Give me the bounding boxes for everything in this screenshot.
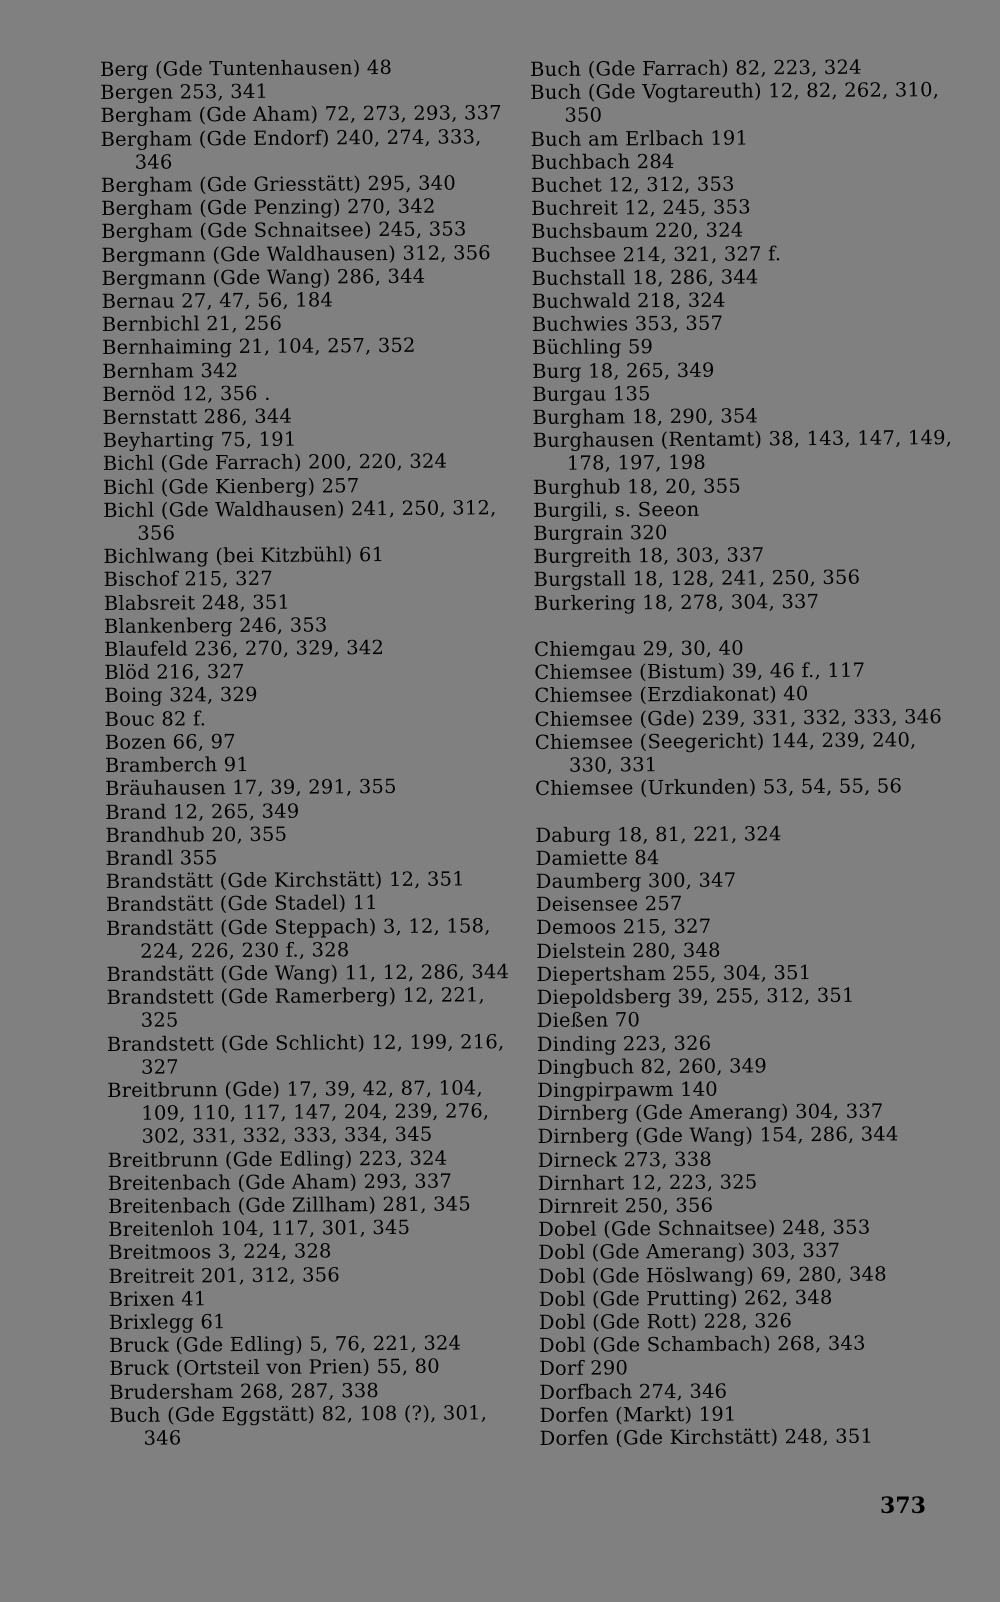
index-entry: Bernau 27, 47, 56, 184 xyxy=(101,288,334,314)
index-entry: Dorfbach 274, 346 xyxy=(539,1379,728,1404)
index-entry: Burghausen (Rentamt) 38, 143, 147, 149, 178, 197, 198 xyxy=(532,426,953,476)
index-entry: Beyharting 75, 191 xyxy=(102,427,297,453)
index-entry: Diepertsham 255, 304, 351 xyxy=(536,960,812,986)
index-entry: Breitenloh 104, 117, 301, 345 xyxy=(108,1216,411,1242)
index-entry: Chiemsee (Seegericht) 144, 239, 240, 330, 331 xyxy=(534,728,917,777)
index-entry: Bruck (Gde Edling) 5, 76, 221, 324 xyxy=(108,1331,462,1358)
index-entry: Buchet 12, 312, 353 xyxy=(530,172,735,198)
index-entry: Buchbach 284 xyxy=(530,149,675,174)
index-entry: Dirneck 273, 338 xyxy=(537,1147,713,1172)
index-entry: Brandstätt (Gde Stadel) 11 xyxy=(105,891,378,917)
index-entry: Burgreith 18, 303, 337 xyxy=(533,543,765,569)
index-entry: Burghub 18, 20, 355 xyxy=(532,474,742,499)
index-entry: Burgstall 18, 128, 241, 250, 356 xyxy=(533,566,861,592)
index-entry: Bergham (Gde Aham) 72, 273, 293, 337 xyxy=(100,101,502,128)
index-entry: Chiemsee (Bistum) 39, 46 f., 117 xyxy=(534,658,866,685)
index-entry: Breitreit 201, 312, 356 xyxy=(108,1262,341,1288)
index-entry: Bichl (Gde Waldhausen) 241, 250, 312, 356 xyxy=(103,496,497,545)
index-entry: Dobl (Gde Schambach) 268, 343 xyxy=(538,1331,866,1358)
index-entry: Dingpirpawm 140 xyxy=(537,1077,718,1102)
index-entry: Dießen 70 xyxy=(536,1008,641,1033)
index-entry: Buchreit 12, 245, 353 xyxy=(530,195,751,221)
index-entry: Breitenbach (Gde Zillham) 281, 345 xyxy=(107,1192,472,1218)
index-entry: Bernham 342 xyxy=(102,358,239,383)
index-entry: Bräuhausen 17, 39, 291, 355 xyxy=(105,775,397,801)
index-entry: Dielstein 280, 348 xyxy=(536,938,721,963)
index-entry: Blankenberg 246, 353 xyxy=(103,613,328,638)
index-entry: Brudersham 268, 287, 338 xyxy=(109,1378,380,1404)
index-entry: Buch (Gde Eggstätt) 82, 108 (?), 301, 346 xyxy=(109,1401,488,1450)
index-entry: Berg (Gde Tuntenhausen) 48 xyxy=(100,55,393,81)
entry-group-d xyxy=(535,821,959,1450)
index-entry: Breitbrunn (Gde Edling) 223, 324 xyxy=(107,1146,448,1172)
index-entry: Bergmann (Gde Wang) 286, 344 xyxy=(101,264,426,290)
index-entry: Buchsbaum 220, 324 xyxy=(531,218,744,244)
index-entry: Bichlwang (bei Kitzbühl) 61 xyxy=(103,543,385,569)
index-entry: Chiemsee (Urkunden) 53, 54, 55, 56 xyxy=(535,774,903,801)
left-column xyxy=(100,55,530,1450)
index-entry: Brandstett (Gde Ramerberg) 12, 221, 325 xyxy=(106,983,485,1033)
index-entry: Daumberg 300, 347 xyxy=(535,868,737,894)
index-entry: Chiemsee (Erzdiakonat) 40 xyxy=(534,682,809,708)
index-entry: Brandhub 20, 355 xyxy=(105,822,288,847)
index-entry: Diepoldsberg 39, 255, 312, 351 xyxy=(536,983,855,1010)
index-entry: Dobl (Gde Höslwang) 69, 280, 348 xyxy=(538,1262,887,1288)
index-entry: Burg 18, 265, 349 xyxy=(532,358,715,383)
index-entry: Dorfen (Gde Kirchstätt) 248, 351 xyxy=(539,1424,874,1450)
index-entry: Bernhaiming 21, 104, 257, 352 xyxy=(101,334,416,360)
index-entry: Bergham (Gde Schnaitsee) 245, 353 xyxy=(101,217,467,244)
index-entry: Buchwald 218, 324 xyxy=(531,288,726,314)
index-entry: Bergmann (Gde Waldhausen) 312, 356 xyxy=(101,240,491,267)
index-entry: Dobl (Gde Prutting) 262, 348 xyxy=(538,1285,833,1311)
index-entry: Bischof 215, 327 xyxy=(103,567,273,592)
index-entry: Bergham (Gde Griesstätt) 295, 340 xyxy=(100,171,456,198)
index-entry: Dingbuch 82, 260, 349 xyxy=(536,1054,768,1079)
index-entry: Damiette 84 xyxy=(535,845,660,870)
index-entry: Dirnberg (Gde Amerang) 304, 337 xyxy=(537,1099,884,1126)
index-entry: Dirnreit 250, 356 xyxy=(537,1193,714,1218)
index-entry: Bergham (Gde Endorf) 240, 274, 333, 346 xyxy=(100,124,482,174)
index-entry: Dobl (Gde Amerang) 303, 337 xyxy=(538,1239,841,1265)
index-entry: Bichl (Gde Farrach) 200, 220, 324 xyxy=(102,450,448,476)
index-entry: Dobel (Gde Schnaitsee) 248, 353 xyxy=(538,1215,871,1242)
index-entry: Blabsreit 248, 351 xyxy=(103,590,291,615)
index-entry: Büchling 59 xyxy=(531,335,654,360)
index-entry: Burgrain 320 xyxy=(533,521,668,546)
index-entry: Brandstätt (Gde Kirchstätt) 12, 351 xyxy=(105,867,465,894)
index-entry: Blaufeld 236, 270, 329, 342 xyxy=(104,636,385,662)
index-entry: Bouc 82 f. xyxy=(104,706,207,731)
index-entry: Buchwies 353, 357 xyxy=(531,311,724,337)
index-entry: Dorf 290 xyxy=(539,1356,629,1381)
index-entry: Brixen 41 xyxy=(108,1287,207,1311)
index-entry: Bergen 253, 341 xyxy=(100,80,269,105)
index-entry: Breitenbach (Gde Aham) 293, 337 xyxy=(107,1169,453,1195)
index-entry: Buch (Gde Farrach) 82, 223, 324 xyxy=(530,55,862,81)
index-entry: Brandstätt (Gde Steppach) 3, 12, 158, 224, 226, 230 f., 328 xyxy=(105,913,491,963)
index-entry: Burkering 18, 278, 304, 337 xyxy=(533,589,820,615)
index-entry: Burgili, s. Seeon xyxy=(533,497,700,522)
index-entry: Bernstatt 286, 344 xyxy=(102,404,293,430)
index-entry: Dirnhart 12, 223, 325 xyxy=(537,1170,758,1195)
page-number: 373 xyxy=(880,1493,926,1519)
index-entry: Buchstall 18, 286, 344 xyxy=(531,265,759,290)
index-entry: Bozen 66, 97 xyxy=(104,729,236,754)
index-entry: Buch am Erlbach 191 xyxy=(530,126,749,151)
index-entry: Breitmoos 3, 224, 328 xyxy=(108,1239,332,1265)
index-entry: Bramberch 91 xyxy=(104,753,250,778)
index-entry: Daburg 18, 81, 221, 324 xyxy=(535,821,782,847)
index-entry: Dobl (Gde Rott) 228, 326 xyxy=(538,1309,793,1334)
right-column xyxy=(530,55,960,1450)
index-entry: Demoos 215, 327 xyxy=(535,915,712,940)
index-entry: Blöd 216, 327 xyxy=(104,660,245,685)
index-entry: Boing 324, 329 xyxy=(104,683,258,708)
index-entry: Burgham 18, 290, 354 xyxy=(532,404,759,430)
entry-group-b xyxy=(530,55,954,615)
index-entry: Chiemgau 29, 30, 40 xyxy=(534,636,744,662)
index-entry: Bergham (Gde Penzing) 270, 342 xyxy=(100,194,436,221)
index-entry: Dinding 223, 326 xyxy=(536,1031,712,1056)
index-entry: Burgau 135 xyxy=(532,382,651,406)
index-entry: Bernbichl 21, 256 xyxy=(101,311,283,337)
index-entry: Deisensee 257 xyxy=(535,892,683,917)
index-entry: Brandstett (Gde Schlicht) 12, 199, 216, 327 xyxy=(106,1029,505,1079)
index-entry: Dirnberg (Gde Wang) 154, 286, 344 xyxy=(537,1122,899,1149)
index-entry: Buch (Gde Vogtareuth) 12, 82, 262, 310, 350 xyxy=(530,78,940,128)
index-entry: Bernöd 12, 356 . xyxy=(102,381,271,406)
group-spacer xyxy=(534,612,954,638)
index-entry: Chiemsee (Gde) 239, 331, 332, 333, 346 xyxy=(534,704,943,731)
index-entry: Buchsee 214, 321, 327 f. xyxy=(531,241,782,267)
index-entry: Brixlegg 61 xyxy=(108,1310,226,1334)
entry-group-ch xyxy=(534,635,955,800)
index-entry: Brand 12, 265, 349 xyxy=(105,799,300,824)
index-entry: Breitbrunn (Gde) 17, 39, 42, 87, 104, 109, 110, 117, 147, 204, 239, 276, 302, 331, 332, 333, 334, 345 xyxy=(107,1076,490,1149)
index-entry: Bruck (Ortsteil von Prien) 55, 80 xyxy=(109,1355,440,1381)
group-spacer xyxy=(535,798,955,824)
index-entry: Bichl (Gde Kienberg) 257 xyxy=(102,473,360,499)
index-entry: Brandstätt (Gde Wang) 11, 12, 286, 344 xyxy=(106,960,510,986)
index-entry: Brandl 355 xyxy=(105,846,218,870)
index-entry: Dorfen (Markt) 191 xyxy=(539,1402,737,1427)
